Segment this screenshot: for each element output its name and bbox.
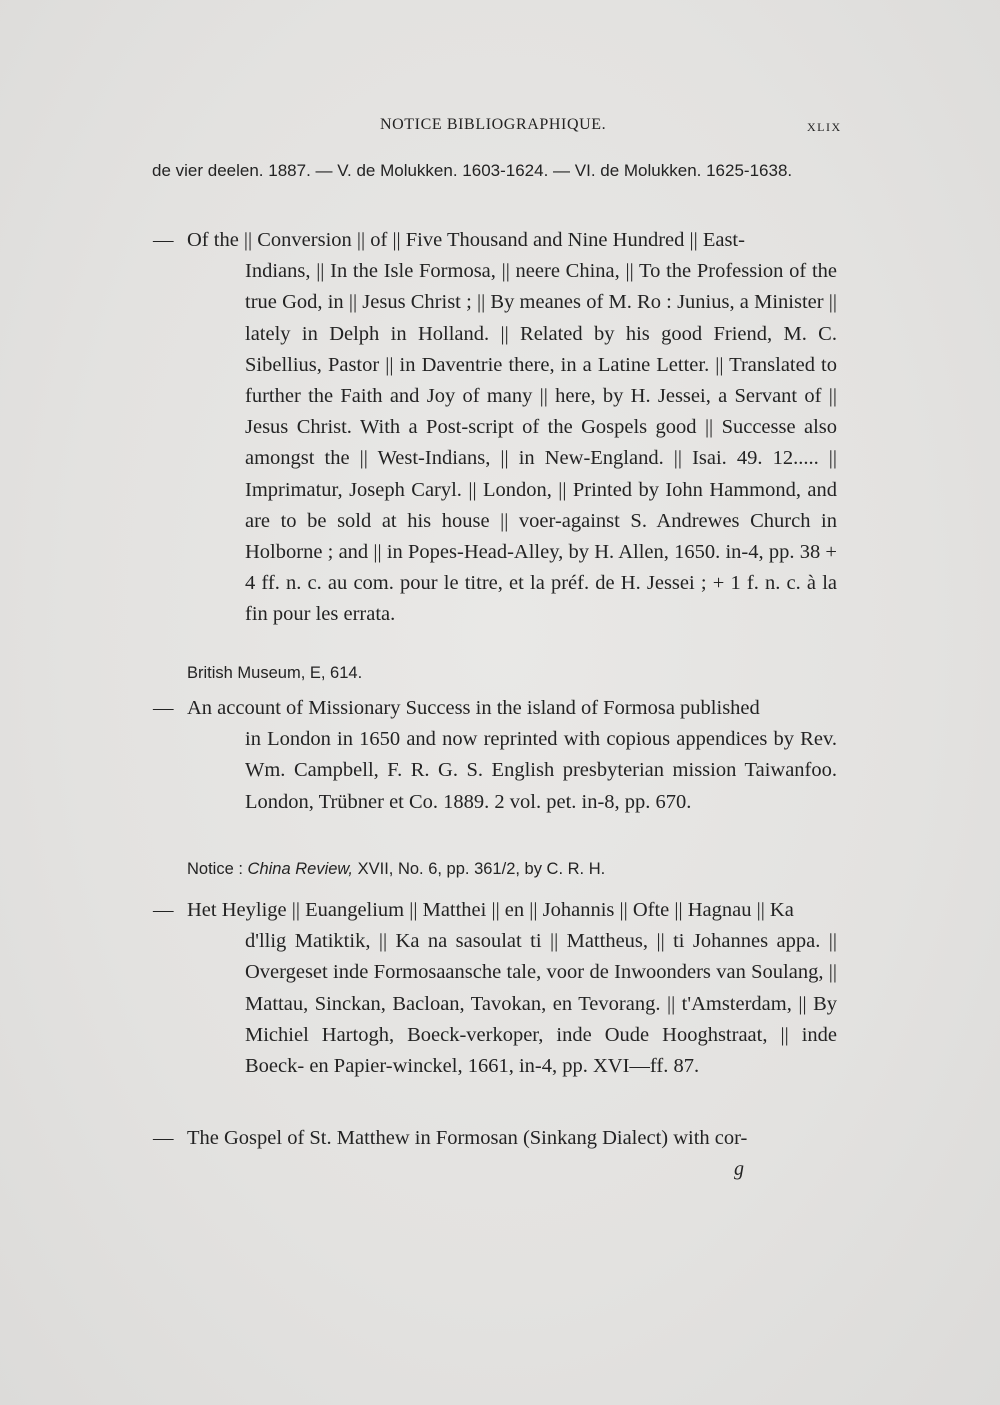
review-note-label: Notice : bbox=[187, 860, 248, 878]
entry-first-line: Of the || Conversion || of || Five Thousand and Nine Hundred || East- bbox=[187, 229, 745, 251]
review-journal-title: China Review, bbox=[247, 860, 354, 878]
entry-first-line: Het Heylige || Euangelium || Matthei || en || Johannis || Ofte || Hagnau || Ka bbox=[187, 899, 794, 921]
entry-text: in London in 1650 and now reprinted with copious appendices by Rev. Wm. Campbell, F. R. G. S. English presbyterian mission Taiwanfoo. London, Trübner et Co. 1889. 2 vol. pet. in-8, pp. 670. bbox=[245, 728, 837, 813]
bibliography-entry bbox=[153, 1123, 837, 1154]
bibliography-entry bbox=[153, 895, 837, 1082]
entry-dash: — bbox=[153, 697, 174, 719]
library-note: British Museum, E, 614. bbox=[187, 664, 363, 682]
entry-first-line: The Gospel of St. Matthew in Formosan (Sinkang Dialect) with cor- bbox=[187, 1127, 748, 1149]
running-head bbox=[0, 116, 1000, 140]
entry-dash: — bbox=[153, 1127, 174, 1149]
bibliography-entry bbox=[153, 225, 837, 631]
entry-text: Indians, || In the Isle Formosa, || neere China, || To the Profession of the true God, in || Jesus Christ ; || By meanes of M. Ro : Junius, a Minister || lately in Delph in Holland. || Related by his good Friend, M. C. Sibellius, Pastor || in Daventrie there, in a Latine Letter. || Translated to further the Faith and Joy of many || here, by H. Jessei, a Servant of || Jesus Christ. With a Post-script of the Gospels good || Successe also amongst the || West-Indians, || in New-England. || Isai. 49. 12..... || Imprimatur, Joseph Caryl. || London, || Printed by Iohn Hammond, and are to be sold at his house || voer-against S. Andrewes Church in Holborne ; and || in Popes-Head-Alley, by H. Allen, 1650. in-4, pp. 38 + 4 ff. n. c. au com. pour le titre, et la préf. de H. Jessei ; + 1 f. n. c. à la fin pour les errata. bbox=[245, 260, 837, 626]
running-title: NOTICE BIBLIOGRAPHIQUE. bbox=[380, 116, 607, 133]
entry-dash: — bbox=[153, 899, 174, 921]
bibliography-entry bbox=[153, 693, 837, 818]
page-number: XLIX bbox=[807, 120, 842, 134]
review-note-details: XVII, No. 6, pp. 361/2, by C. R. H. bbox=[353, 860, 606, 878]
entry-first-line: An account of Missionary Success in the island of Formosa published bbox=[187, 697, 760, 719]
intro-paragraph: de vier deelen. 1887. — V. de Molukken. 1603-1624. — VI. de Molukken. 1625-1638. bbox=[152, 161, 793, 180]
entry-dash: — bbox=[153, 229, 174, 251]
entry-text: d'llig Matiktik, || Ka na sasoulat ti || Mattheus, || ti Johannes appa. || Overgeset inde Formosaansche tale, voor de Inwoonders van Soulang, || Mattau, Sinckan, Bacloan, Tavokan, en Tevorang. || t'Amsterdam, || By Michiel Hartogh, Boeck-verkoper, inde Oude Hooghstraat, || inde Boeck- en Papier-winckel, 1661, in-4, pp. XVI—ff. 87. bbox=[245, 930, 837, 1078]
signature-mark: g bbox=[734, 1158, 744, 1180]
review-note bbox=[187, 858, 807, 880]
